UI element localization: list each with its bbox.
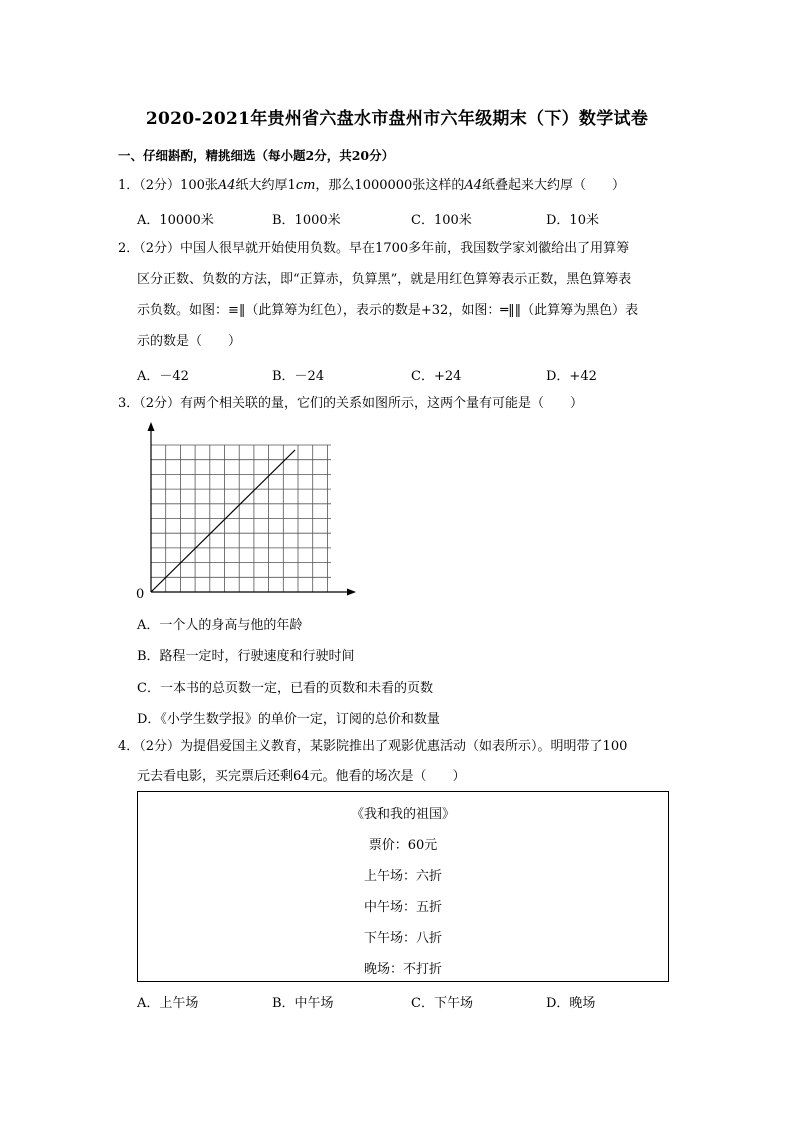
question-2-line: 示负数。如图：≡‖（此算筹为红色），表示的数是+32，如图：═‖‖（此算筹为黑色）表 [137,303,639,318]
promotion-table [137,791,669,982]
option-a[interactable]: A．上午场 [137,996,199,1011]
option-d[interactable]: D．《小学生数学报》的单价一定，订阅的总价和数量 [137,712,440,727]
option-c[interactable]: C．一本书的总页数一定，已看的页数和未看的页数 [137,681,433,696]
option-d[interactable]: D．10米 [546,213,599,228]
q1-text-part: cm [295,178,316,193]
evening-discount: 晚场：不打折 [363,962,442,977]
section-heading: 一、仔细斟酌，精挑细选（每小题2分，共20分） [118,148,395,163]
option-c[interactable]: C．下午场 [411,996,473,1011]
movie-title: 《我和我的祖国》 [350,807,455,822]
q1-text-part: 纸大约厚1 [235,178,296,193]
question-2-line: 2．（2分）中国人很早就开始使用负数。早在1700多年前，我国数学家刘徽给出了用算筹 [118,241,630,256]
question-2-line: 区分正数、负数的方法，即“正算赤，负算黑”，就是用红色算筹表示正数，黑色算筹表 [137,272,632,287]
option-a[interactable]: A．10000米 [137,213,214,228]
question-4-line: 元去看电影，买完票后还剩64元。他看的场次是（ ） [137,769,466,784]
question-2-line: 示的数是（ ） [137,334,242,349]
noon-discount: 中午场：五折 [363,900,442,915]
option-b[interactable]: B．路程一定时，行驶速度和行驶时间 [137,649,355,664]
ticket-price: 票价：60元 [368,838,438,853]
q1-text-part: A4 [217,178,236,193]
question-1-text [118,178,625,194]
morning-discount: 上午场：六折 [363,869,442,884]
option-d[interactable]: D．+42 [546,369,597,384]
proportional-line [151,450,295,592]
page-title: 2020-2021年贵州省六盘水市盘州市六年级期末（下）数学试卷 [145,109,649,129]
relationship-graph [133,420,358,602]
option-b[interactable]: B．－24 [272,369,325,384]
option-a[interactable]: A．－42 [137,369,189,384]
y-axis-arrow-icon [148,422,155,431]
x-axis-arrow-icon [347,589,356,596]
option-b[interactable]: B．中午场 [272,996,334,1011]
q1-text-part: 纸叠起来大约厚（ ） [482,178,626,193]
question-4-line: 4．（2分）为提倡爱国主义教育，某影院推出了观影优惠活动（如表所示）。明明带了100 [118,739,628,754]
option-d[interactable]: D．晚场 [546,996,596,1011]
q1-text-part: 1．（2分）100张 [118,178,218,193]
origin-label: 0 [136,587,145,602]
option-c[interactable]: C．100米 [411,213,472,228]
question-3-text: 3．（2分）有两个相关联的量，它们的关系如图所示，这两个量有可能是（ ） [118,396,584,411]
option-b[interactable]: B．1000米 [272,213,341,228]
q1-text-part: ，那么1000000张这样的 [315,178,465,193]
afternoon-discount: 下午场：八折 [363,931,442,946]
graph-grid [151,445,331,592]
option-a[interactable]: A．一个人的身高与他的年龄 [137,618,303,633]
option-c[interactable]: C．+24 [411,369,462,384]
q1-text-part: A4 [464,178,482,193]
